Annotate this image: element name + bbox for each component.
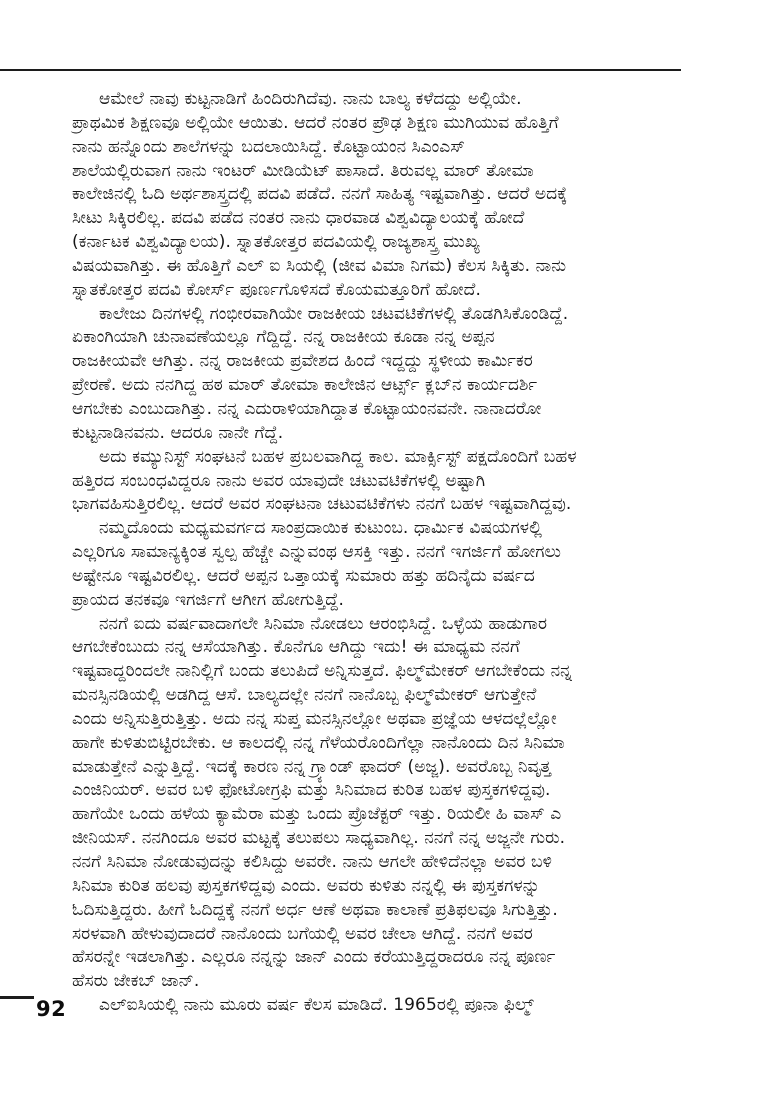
body-text — [72, 88, 720, 1018]
text-line: ಭಾಗವಹಿಸುತ್ತಿರಲಿಲ್ಲ. ಆದರೆ ಅವರ ಸಂಘಟನಾ ಚಟುವಟಿಕೆಗಳು ನನಗೆ ಬಹಳ ಇಷ್ಟವಾಗಿದ್ದವು. — [72, 494, 572, 515]
text-line: ಓದಿಸುತ್ತಿದ್ದರು. ಹೀಗೆ ಓದಿದ್ದಕ್ಕೆ ನನಗೆ ಅರ್ಧ ಆಣೆ ಅಥವಾ ಕಾಲಾಣೆ ಪ್ರತಿಫಲವೂ ಸಿಗುತ್ತಿತ್ತು. — [72, 899, 558, 920]
text-line: ಆಗಬೇಕೆಂಬುದು ನನ್ನ ಆಸೆಯಾಗಿತ್ತು. ಕೊನೆಗೂ ಆಗಿದ್ದು ಇದು! ಈ ಮಾಧ್ಯಮ ನನಗೆ — [72, 637, 520, 658]
footer-rule — [0, 996, 34, 999]
text-line: ಸೀಟು ಸಿಕ್ಕಿರಲಿಲ್ಲ. ಪದವಿ ಪಡೆದ ನಂತರ ನಾನು ಧಾರವಾಡ ವಿಶ್ವವಿದ್ಯಾಲಯಕ್ಕೆ ಹೋದೆ — [72, 208, 525, 229]
text-line: ಹಾಗೇ ಕುಳಿತುಬಿಟ್ಟಿರಬೇಕು. ಆ ಕಾಲದಲ್ಲಿ ನನ್ನ ಗೆಳೆಯರೊಂದಿಗೆಲ್ಲಾ ನಾನೊಂದು ದಿನ ಸಿನಿಮಾ — [72, 732, 565, 753]
text-line: ಮನಸ್ಸಿನಡಿಯಲ್ಲಿ ಅಡಗಿದ್ದ ಆಸೆ. ಬಾಲ್ಯದಲ್ಲೇ ನನಗೆ ನಾನೊಬ್ಬ ಫಿಲ್ಮ್‌ಮೇಕರ್ ಆಗುತ್ತೇನೆ — [72, 685, 537, 706]
text-line: ಎಲ್ಲರಿಗೂ ಸಾಮಾನ್ಯಕ್ಕಿಂತ ಸ್ವಲ್ಪ ಹೆಚ್ಚೇ ಎನ್ನುವಂಥ ಆಸಕ್ತಿ ಇತ್ತು. ನನಗೆ ಇಗರ್ಜಿಗೆ ಹೋಗಲು — [72, 542, 562, 563]
text-line: ಹಾಗೆಯೇ ಒಂದು ಹಳೆಯ ಕ್ಯಾಮೆರಾ ಮತ್ತು ಒಂದು ಪ್ರೊಜೆಕ್ಟರ್ ಇತ್ತು. ರಿಯಲೀ ಹಿ ವಾಸ್ ಎ — [72, 804, 562, 825]
text-line: ಆಮೇಲೆ ನಾವು ಕುಟ್ಟನಾಡಿಗೆ ಹಿಂದಿರುಗಿದೆವು. ನಾನು ಬಾಲ್ಯ ಕಳೆದದ್ದು ಅಲ್ಲಿಯೇ. — [99, 89, 522, 109]
text-line: ಕಾಲೇಜಿನಲ್ಲಿ ಓದಿ ಅರ್ಥಶಾಸ್ತ್ರದಲ್ಲಿ ಪದವಿ ಪಡೆದೆ. ನನಗೆ ಸಾಹಿತ್ಯ ಇಷ್ಟವಾಗಿತ್ತು. ಆದರೆ ಅದಕ್ಕೆ — [72, 184, 568, 205]
text-line: ಜೀನಿಯಸ್. ನನಗಿಂದೂ ಅವರ ಮಟ್ಟಕ್ಕೆ ತಲುಪಲು ಸಾಧ್ಯವಾಗಿಲ್ಲ. ನನಗೆ ನನ್ನ ಅಜ್ಜನೇ ಗುರು. — [72, 828, 566, 849]
text-line: ನನಗೆ ಸಿನಿಮಾ ನೋಡುವುದನ್ನು ಕಲಿಸಿದ್ದು ಅವರೇ. ನಾನು ಆಗಲೇ ಹೇಳಿದೆನಲ್ಲಾ ಅವರ ಬಳಿ — [72, 852, 552, 872]
text-line: ಎಂಜಿನಿಯರ್. ಅವರ ಬಳಿ ಫೋಟೋಗ್ರಫಿ ಮತ್ತು ಸಿನಿಮಾದ ಕುರಿತ ಬಹಳ ಪುಸ್ತಕಗಳಿದ್ದವು. — [72, 780, 551, 801]
text-line: ಆಗಬೇಕು ಎಂಬುದಾಗಿತ್ತು. ನನ್ನ ಎದುರಾಳಿಯಾಗಿದ್ದಾತ ಕೊಟ್ಟಾಯಂನವನೇ. ನಾನಾದರೋ — [72, 398, 542, 419]
text-line: ವಿಷಯವಾಗಿತ್ತು. ಈ ಹೊತ್ತಿಗೆ ಎಲ್ ಐ ಸಿಯಲ್ಲಿ (ಜೀವ ವಿಮಾ ನಿಗಮ) ಕೆಲಸ ಸಿಕ್ಕಿತು. ನಾನು — [72, 255, 567, 276]
page-number: 92 — [36, 997, 67, 1021]
text-line: ಹತ್ತಿರದ ಸಂಬಂಧವಿದ್ದರೂ ನಾನು ಅವರ ಯಾವುದೇ ಚಟುವಟಿಕೆಗಳಲ್ಲಿ ಅಷ್ಟಾಗಿ — [72, 470, 486, 491]
text-line: ಏಕಾಂಗಿಯಾಗಿ ಚುನಾವಣೆಯಲ್ಲೂ ಗೆದ್ದಿದ್ದೆ. ನನ್ನ ರಾಜಕೀಯ ಕೂಡಾ ನನ್ನ ಅಪ್ಪನ — [72, 327, 495, 348]
text-line: ನನಗೆ ಐದು ವರ್ಷವಾದಾಗಲೇ ಸಿನಿಮಾ ನೋಡಲು ಆರಂಭಿಸಿದ್ದೆ. ಒಳ್ಳೆಯ ಹಾಡುಗಾರ — [99, 613, 548, 634]
header-rule — [0, 69, 681, 71]
text-line: ಸಿನಿಮಾ ಕುರಿತ ಹಲವು ಪುಸ್ತಕಗಳಿದ್ದವು ಎಂದು. ಅವರು ಕುಳಿತು ನನ್ನಲ್ಲಿ ಈ ಪುಸ್ತಕಗಳನ್ನು — [72, 875, 541, 896]
text-line: ನಾನು ಹನ್ನೊಂದು ಶಾಲೆಗಳನ್ನು ಬದಲಾಯಿಸಿದ್ದೆ. ಕೊಟ್ಟಾಯಂನ ಸಿಎಂಎಸ್ — [72, 136, 465, 157]
text-line: ಸರಳವಾಗಿ ಹೇಳುವುದಾದರೆ ನಾನೊಂದು ಬಗೆಯಲ್ಲಿ ಅವರ ಚೇಲಾ ಆಗಿದ್ದೆ. ನನಗೆ ಅವರ — [72, 923, 533, 944]
text-line: ಅದು ಕಮ್ಯುನಿಸ್ಟ್ ಸಂಘಟನೆ ಬಹಳ ಪ್ರಬಲವಾಗಿದ್ದ ಕಾಲ. ಮಾರ್ಕ್ಸಿಸ್ಟ್ ಪಕ್ಷದೊಂದಿಗೆ ಬಹಳ — [99, 446, 577, 467]
text-line: ಎಲ್‌ಐಸಿಯಲ್ಲಿ ನಾನು ಮೂರು ವರ್ಷ ಕೆಲಸ ಮಾಡಿದೆ. 1965ರಲ್ಲಿ ಪೂನಾ ಫಿಲ್ಮ್ — [99, 995, 534, 1016]
text-line: ಪ್ರೇರಣೆ. ಅದು ನನಗಿದ್ದ ಹಠ ಮಾರ್ ತೋಮಾ ಕಾಲೇಜಿನ ಆರ್ಟ್ಸ್ ಕ್ಲಬ್‌ನ ಕಾರ್ಯದರ್ಶಿ — [72, 375, 538, 396]
text-line: (ಕರ್ನಾಟಕ ವಿಶ್ವವಿದ್ಯಾಲಯ). ಸ್ನಾತಕೋತ್ತರ ಪದವಿಯಲ್ಲಿ ರಾಜ್ಯಶಾಸ್ತ್ರ ಮುಖ್ಯ — [72, 232, 480, 253]
text-line: ಶಾಲೆಯಲ್ಲಿರುವಾಗ ನಾನು ಇಂಟರ್ ಮೀಡಿಯೆಟ್ ಪಾಸಾದೆ. ತಿರುವಲ್ಲ ಮಾರ್ ತೋಮಾ — [72, 160, 534, 181]
text-line: ಹೆಸರನ್ನೇ ಇಡಲಾಗಿತ್ತು. ಎಲ್ಲರೂ ನನ್ನನ್ನು ಜಾನ್ ಎಂದು ಕರೆಯುತ್ತಿದ್ದರಾದರೂ ನನ್ನ ಪೂರ್ಣ — [72, 947, 556, 968]
text-line: ಕುಟ್ಟನಾಡಿನವನು. ಆದರೂ ನಾನೇ ಗೆದ್ದೆ. — [72, 422, 284, 443]
text-line: ಸ್ನಾತಕೋತ್ತರ ಪದವಿ ಕೋರ್ಸ್ ಪೂರ್ಣಗೊಳಿಸದೆ ಕೊಯಮತ್ತೂರಿಗೆ ಹೋದೆ. — [72, 279, 481, 300]
text-line: ಮಾಡುತ್ತೇನೆ ಎನ್ನುತ್ತಿದ್ದೆ. ಇದಕ್ಕೆ ಕಾರಣ ನನ್ನ ಗ್ರ್ಯಾಂಡ್ ಫಾದರ್ (ಅಜ್ಜ). ಅವರೊಬ್ಬ ನಿವೃತ್ತ — [72, 756, 552, 777]
text-line: ಇಷ್ಟವಾದ್ದರಿಂದಲೇ ನಾನಿಲ್ಲಿಗೆ ಬಂದು ತಲುಪಿದೆ ಅನ್ನಿಸುತ್ತದೆ. ಫಿಲ್ಮ್‌ಮೇಕರ್ ಆಗಬೇಕೆಂದು ನನ್ನ — [72, 661, 573, 682]
text-line: ಅಷ್ಟೇನೂ ಇಷ್ಟವಿರಲಿಲ್ಲ. ಆದರೆ ಅಪ್ಪನ ಒತ್ತಾಯಕ್ಕೆ ಸುಮಾರು ಹತ್ತು ಹದಿನೈದು ವರ್ಷದ — [72, 565, 535, 586]
text-line: ನಮ್ಮದೊಂದು ಮಧ್ಯಮವರ್ಗದ ಸಾಂಪ್ರದಾಯಿಕ ಕುಟುಂಬ. ಧಾರ್ಮಿಕ ವಿಷಯಗಳಲ್ಲಿ — [99, 518, 543, 539]
text-line: ಪ್ರಾಥಮಿಕ ಶಿಕ್ಷಣವೂ ಅಲ್ಲಿಯೇ ಆಯಿತು. ಆದರೆ ನಂತರ ಪ್ರೌಢ ಶಿಕ್ಷಣ ಮುಗಿಯುವ ಹೊತ್ತಿಗೆ — [72, 112, 559, 133]
text-line: ಪ್ರಾಯದ ತನಕವೂ ಇಗರ್ಜಿಗೆ ಆಗೀಗ ಹೋಗುತ್ತಿದ್ದೆ. — [72, 589, 345, 610]
text-line: ಕಾಲೇಜು ದಿನಗಳಲ್ಲಿ ಗಂಭೀರವಾಗಿಯೇ ರಾಜಕೀಯ ಚಟವಟಿಕೆಗಳಲ್ಲಿ ತೊಡಗಿಸಿಕೊಂಡಿದ್ದೆ. — [99, 303, 569, 324]
text-line: ಎಂದು ಅನ್ನಿಸುತ್ತಿರುತ್ತಿತ್ತು. ಅದು ನನ್ನ ಸುಪ್ತ ಮನಸ್ಸಿನಲ್ಲೋ ಅಥವಾ ಪ್ರಜ್ಞೆಯ ಆಳದಲ್ಲೆಲ್ಲೋ — [72, 708, 557, 729]
text-line: ಹೆಸರು ಜೇಕಬ್ ಜಾನ್. — [72, 971, 200, 992]
text-line: ರಾಜಕೀಯವೇ ಆಗಿತ್ತು. ನನ್ನ ರಾಜಕೀಯ ಪ್ರವೇಶದ ಹಿಂದೆ ಇದ್ದದ್ದು ಸ್ಥಳೀಯ ಕಾರ್ಮಿಕರ — [72, 351, 533, 372]
